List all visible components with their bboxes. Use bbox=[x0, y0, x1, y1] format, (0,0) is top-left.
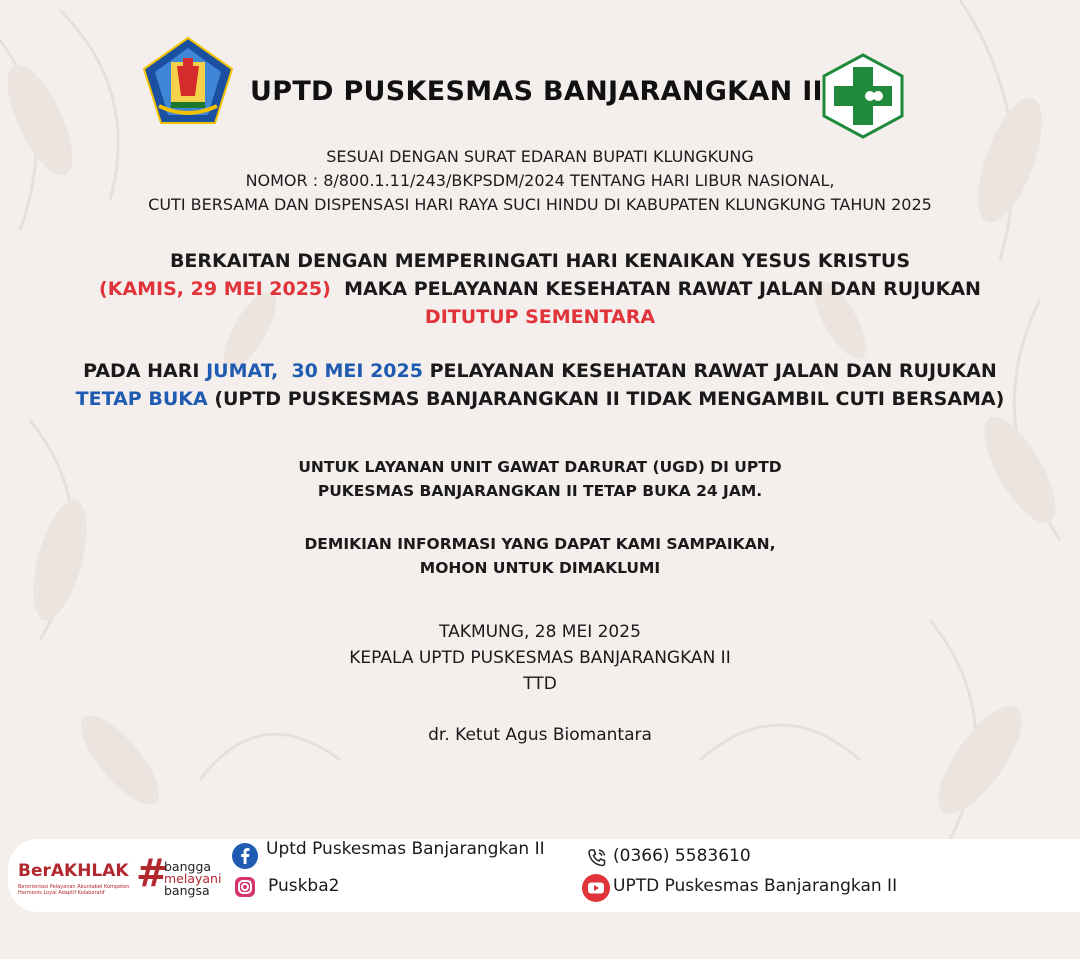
reference-line-3: CUTI BERSAMA DAN DISPENSASI HARI RAYA SUCI HINDU DI KABUPATEN KLUNGKUNG TAHUN 2025 bbox=[148, 195, 932, 214]
open-services: PELAYANAN KESEHATAN RAWAT JALAN DAN RUJUKAN bbox=[429, 360, 997, 382]
closure-line-1: BERKAITAN DENGAN MEMPERINGATI HARI KENAIKAN YESUS KRISTUS bbox=[169, 250, 911, 272]
closure-status: DITUTUP SEMENTARA bbox=[424, 306, 656, 328]
reference-line-2: NOMOR : 8/800.1.11/243/BKPSDM/2024 TENTANG HARI LIBUR NASIONAL, bbox=[245, 171, 835, 190]
hashtag-icon: # bbox=[136, 851, 168, 895]
open-status: TETAP BUKA bbox=[75, 388, 208, 410]
closure-services: MAKA PELAYANAN KESEHATAN RAWAT JALAN DAN RUJUKAN bbox=[344, 278, 981, 300]
open-notice bbox=[70, 357, 1010, 413]
open-day: JUMAT, bbox=[206, 360, 279, 382]
puskesmas-logo bbox=[822, 53, 904, 139]
signature-block bbox=[0, 619, 1080, 697]
ugd-line-1: UNTUK LAYANAN UNIT GAWAT DARURAT (UGD) DI UPTD bbox=[298, 458, 782, 476]
facebook-icon[interactable] bbox=[232, 843, 258, 869]
signature-position: KEPALA UPTD PUSKESMAS BANJARANGKAN II bbox=[349, 648, 731, 668]
phone-icon bbox=[586, 847, 608, 869]
ugd-notice bbox=[0, 455, 1080, 503]
signatory-name: dr. Ketut Agus Biomantara bbox=[428, 725, 652, 745]
closing-remark bbox=[0, 532, 1080, 580]
youtube-icon[interactable] bbox=[582, 874, 610, 902]
bangsa-word: bangsa bbox=[164, 883, 210, 898]
page-title: UPTD PUSKESMAS BANJARANGKAN II bbox=[250, 76, 823, 107]
open-date: 30 MEI 2025 bbox=[291, 360, 423, 382]
berakhlak-sub-2: Harmonis Loyal Adaptif Kolaboratif bbox=[18, 890, 105, 896]
bangga-word: bangga bbox=[164, 859, 212, 874]
closure-date: (KAMIS, 29 MEI 2025) bbox=[99, 278, 331, 300]
closing-line-2: MOHON UNTUK DIMAKLUMI bbox=[419, 559, 661, 577]
signature-place-date: TAKMUNG, 28 MEI 2025 bbox=[439, 622, 641, 642]
berakhlak-sub-1: Berorientasi Pelayanan Akuntabel Kompeten bbox=[18, 884, 130, 890]
melayani-word: melayani bbox=[164, 871, 222, 886]
reference-decree bbox=[0, 145, 1080, 217]
youtube-link[interactable]: UPTD Puskesmas Banjarangkan II bbox=[613, 876, 898, 896]
closure-line-2 bbox=[0, 275, 1080, 303]
klungkung-regency-emblem-logo bbox=[141, 36, 235, 126]
berakhlak-text: BerAKHLAK bbox=[18, 861, 129, 881]
ugd-line-2: PUKESMAS BANJARANGKAN II TETAP BUKA 24 JAM. bbox=[317, 482, 763, 500]
phone-number[interactable]: (0366) 5583610 bbox=[613, 846, 751, 866]
instagram-link[interactable]: Puskba2 bbox=[268, 876, 340, 896]
facebook-link[interactable]: Uptd Puskesmas Banjarangkan II bbox=[266, 839, 545, 859]
bangga-melayani-bangsa bbox=[164, 861, 221, 897]
instagram-icon[interactable] bbox=[234, 876, 256, 898]
berakhlak-logo bbox=[18, 847, 228, 905]
closing-line-1: DEMIKIAN INFORMASI YANG DAPAT KAMI SAMPAIKAN, bbox=[304, 535, 776, 553]
reference-line-1: SESUAI DENGAN SURAT EDARAN BUPATI KLUNGKUNG bbox=[326, 147, 754, 166]
footer-bar bbox=[8, 839, 1080, 912]
closure-notice bbox=[0, 247, 1080, 331]
open-suffix: (UPTD PUSKESMAS BANJARANGKAN II TIDAK MENGAMBIL CUTI BERSAMA) bbox=[214, 388, 1005, 410]
signature-ttd: TTD bbox=[523, 674, 557, 694]
open-prefix: PADA HARI bbox=[83, 360, 200, 382]
